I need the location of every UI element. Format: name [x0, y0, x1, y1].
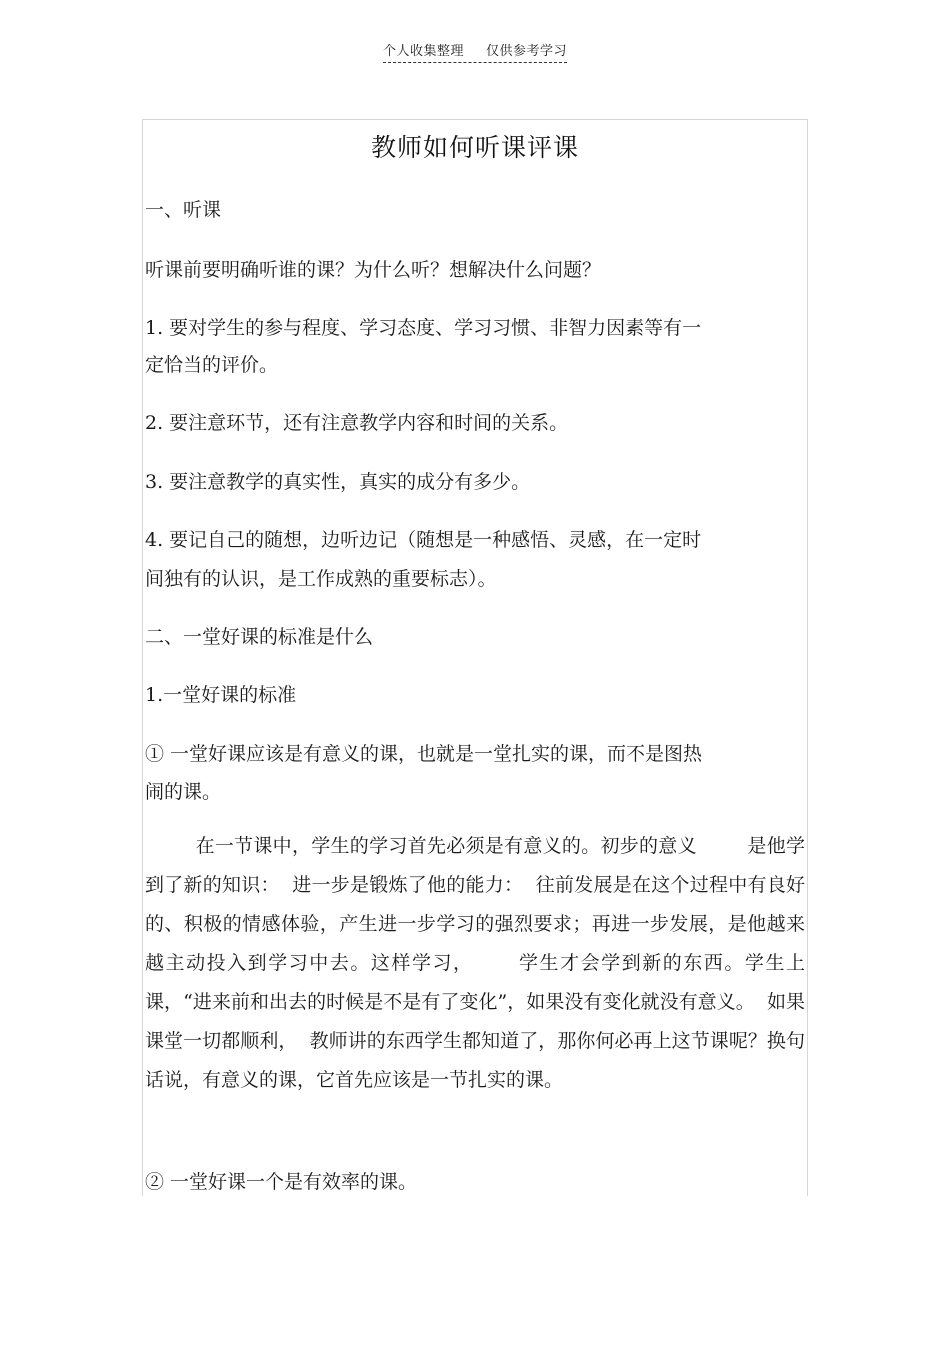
section-heading-listening: 一、听课	[145, 199, 222, 221]
list-item-2: 2. 要注意环节，还有注意教学内容和时间的关系。	[145, 412, 569, 434]
point-1-cont: 闹的课。	[145, 781, 222, 803]
body-line: 听课前要明确听谁的课？为什么听？想解决什么问题？	[145, 259, 602, 281]
point-1: ① 一堂好课应该是有意义的课，也就是一堂扎实的课，而不是图热	[145, 743, 703, 765]
list-item-1-cont: 定恰当的评价。	[145, 354, 279, 376]
list-item-1: 1. 要对学生的参与程度、学习态度、学习习惯、非智力因素等有一	[145, 317, 702, 339]
subsection-heading: 1.一堂好课的标准	[145, 684, 297, 706]
body-paragraph: 在一节课中，学生的学习首先必须是有意义的。初步的意义 是他学到了新的知识： 进一步是锻炼了他的能力： 往前发展是在这个过程中有良好的、积极的情感体验，产生进一步学习的强烈要求；再进一步发展，是他越来越主动投入到学习中去。这样学习， 学生才会学到新的东西。学生上课，“进来前和出去的时候是不是有了变化”，如果没有变化就没有意义。 如果课堂一切都顺利， 教师讲的东西学生都知道了，那你何必再上这节课呢？换句话说，有意义的课，它首先应该是一节扎实的课。	[145, 835, 805, 1091]
header-text	[383, 40, 567, 63]
list-item-4: 4. 要记自己的随想，边听边记（随想是一种感悟、灵感，在一定时	[145, 529, 702, 551]
header-left: 个人收集整理	[382, 44, 464, 59]
section-heading-standard: 二、一堂好课的标准是什么	[145, 626, 374, 648]
header-right: 仅供参考学习	[486, 44, 568, 59]
point-2: ② 一堂好课一个是有效率的课。	[145, 1171, 418, 1193]
document-title: 教师如何听课评课	[370, 133, 579, 162]
list-item-3: 3. 要注意教学的真实性，真实的成分有多少。	[145, 471, 531, 493]
list-item-4-cont: 间独有的认识，是工作成熟的重要标志）。	[145, 568, 497, 590]
running-header	[0, 40, 950, 63]
